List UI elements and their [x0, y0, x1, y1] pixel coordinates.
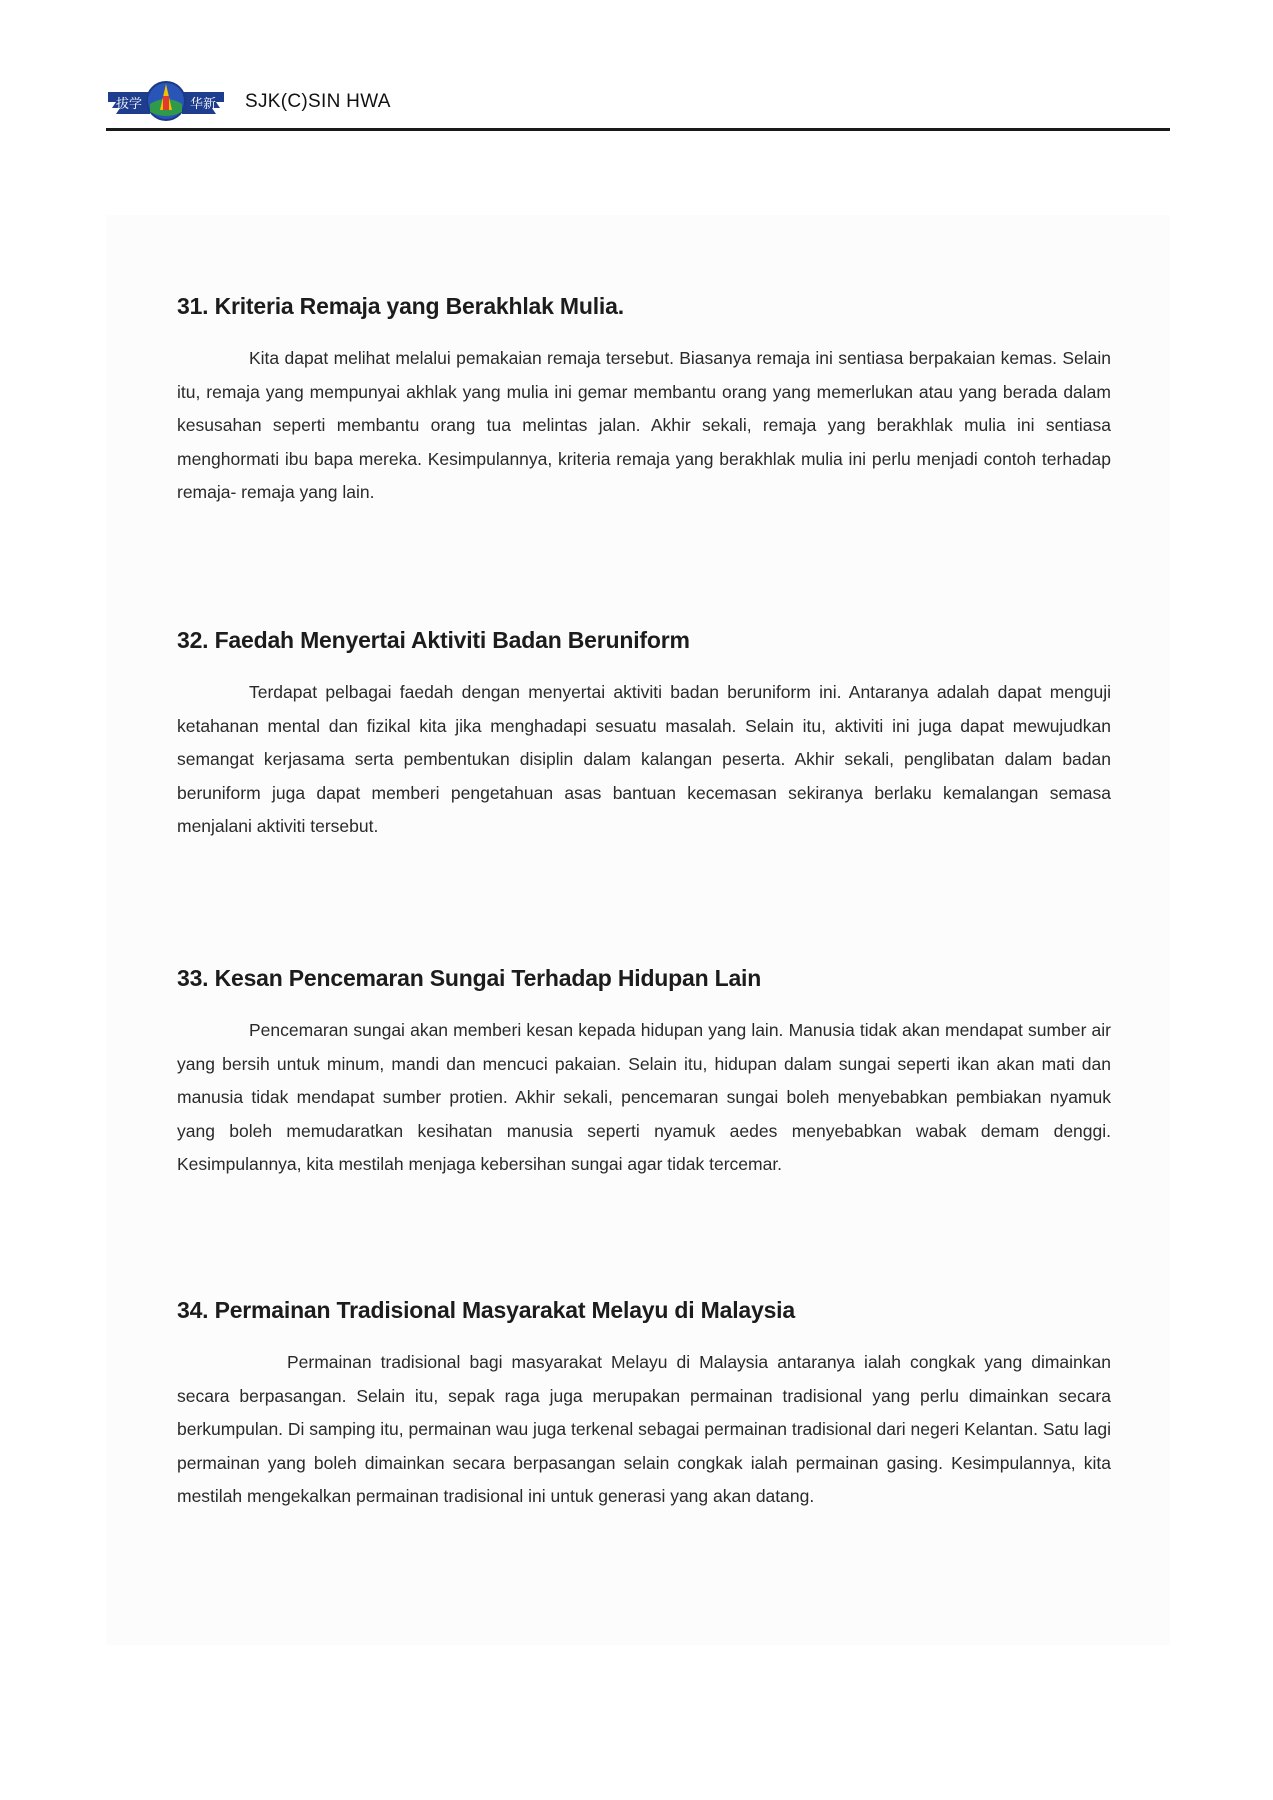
section-body: Permainan tradisional bagi masyarakat Melayu di Malaysia antaranya ialah congkak yang dimainkan secara berpasangan. Selain itu, sepak raga juga merupakan permainan tradisional yang perlu dimainkan secara berkumpulan. Di samping itu, permainan wau juga terkenal sebagai permainan tradisional dari negeri Kelantan. Satu lagi permainan yang boleh dimainkan secara berpasangan selain congkak ialah permainan gasing. Kesimpulannya, kita mestilah mengekalkan permainan tradisional ini untuk generasi yang akan datang.	[177, 1352, 1111, 1506]
section-34	[177, 1297, 1111, 1514]
page-header	[106, 80, 1170, 130]
logo-text-left: 拔学	[115, 97, 143, 112]
section-body: Kita dapat melihat melalui pemakaian remaja tersebut. Biasanya remaja ini sentiasa berpakaian kemas. Selain itu, remaja yang mempunyai akhlak yang mulia ini gemar membantu orang yang memerlukan atau yang berada dalam kesusahan seperti membantu orang tua melintas jalan. Akhir sekali, remaja yang berakhlak mulia ini sentiasa menghormati ibu bapa mereka. Kesimpulannya, kriteria remaja yang berakhlak mulia ini perlu menjadi contoh terhadap remaja- remaja yang lain.	[177, 348, 1111, 502]
section-title: 31. Kriteria Remaja yang Berakhlak Mulia.	[177, 293, 624, 319]
section-32	[177, 627, 1111, 844]
section-33	[177, 965, 1111, 1182]
section-title: 32. Faedah Menyertai Aktiviti Badan Beruniform	[177, 627, 690, 653]
section-body: Pencemaran sungai akan memberi kesan kepada hidupan yang lain. Manusia tidak akan mendapat sumber air yang bersih untuk minum, mandi dan mencuci pakaian. Selain itu, hidupan dalam sungai seperti ikan akan mati dan manusia tidak mendapat sumber protien. Akhir sekali, pencemaran sungai boleh menyebabkan pembiakan nyamuk yang boleh memudaratkan kesihatan manusia seperti nyamuk aedes menyebabkan wabak demam denggi. Kesimpulannya, kita mestilah menjaga kebersihan sungai agar tidak tercemar.	[177, 1020, 1111, 1174]
header-divider	[106, 128, 1170, 131]
section-body: Terdapat pelbagai faedah dengan menyertai aktiviti badan beruniform ini. Antaranya adalah dapat menguji ketahanan mental dan fizikal kita jika menghadapi sesuatu masalah. Selain itu, aktiviti ini juga dapat mewujudkan semangat kerjasama serta pembentukan disiplin dalam kalangan peserta. Akhir sekali, penglibatan dalam badan beruniform juga dapat memberi pengetahuan asas bantuan kecemasan sekiranya berlaku kemalangan semasa menjalani aktiviti tersebut.	[177, 682, 1111, 836]
section-31	[177, 293, 1111, 510]
school-logo-icon	[106, 80, 226, 122]
section-title: 34. Permainan Tradisional Masyarakat Melayu di Malaysia	[177, 1297, 795, 1323]
section-title: 33. Kesan Pencemaran Sungai Terhadap Hidupan Lain	[177, 965, 762, 991]
logo-text-right: 华新	[189, 97, 217, 112]
school-name: SJK(C)SIN HWA	[245, 91, 391, 112]
